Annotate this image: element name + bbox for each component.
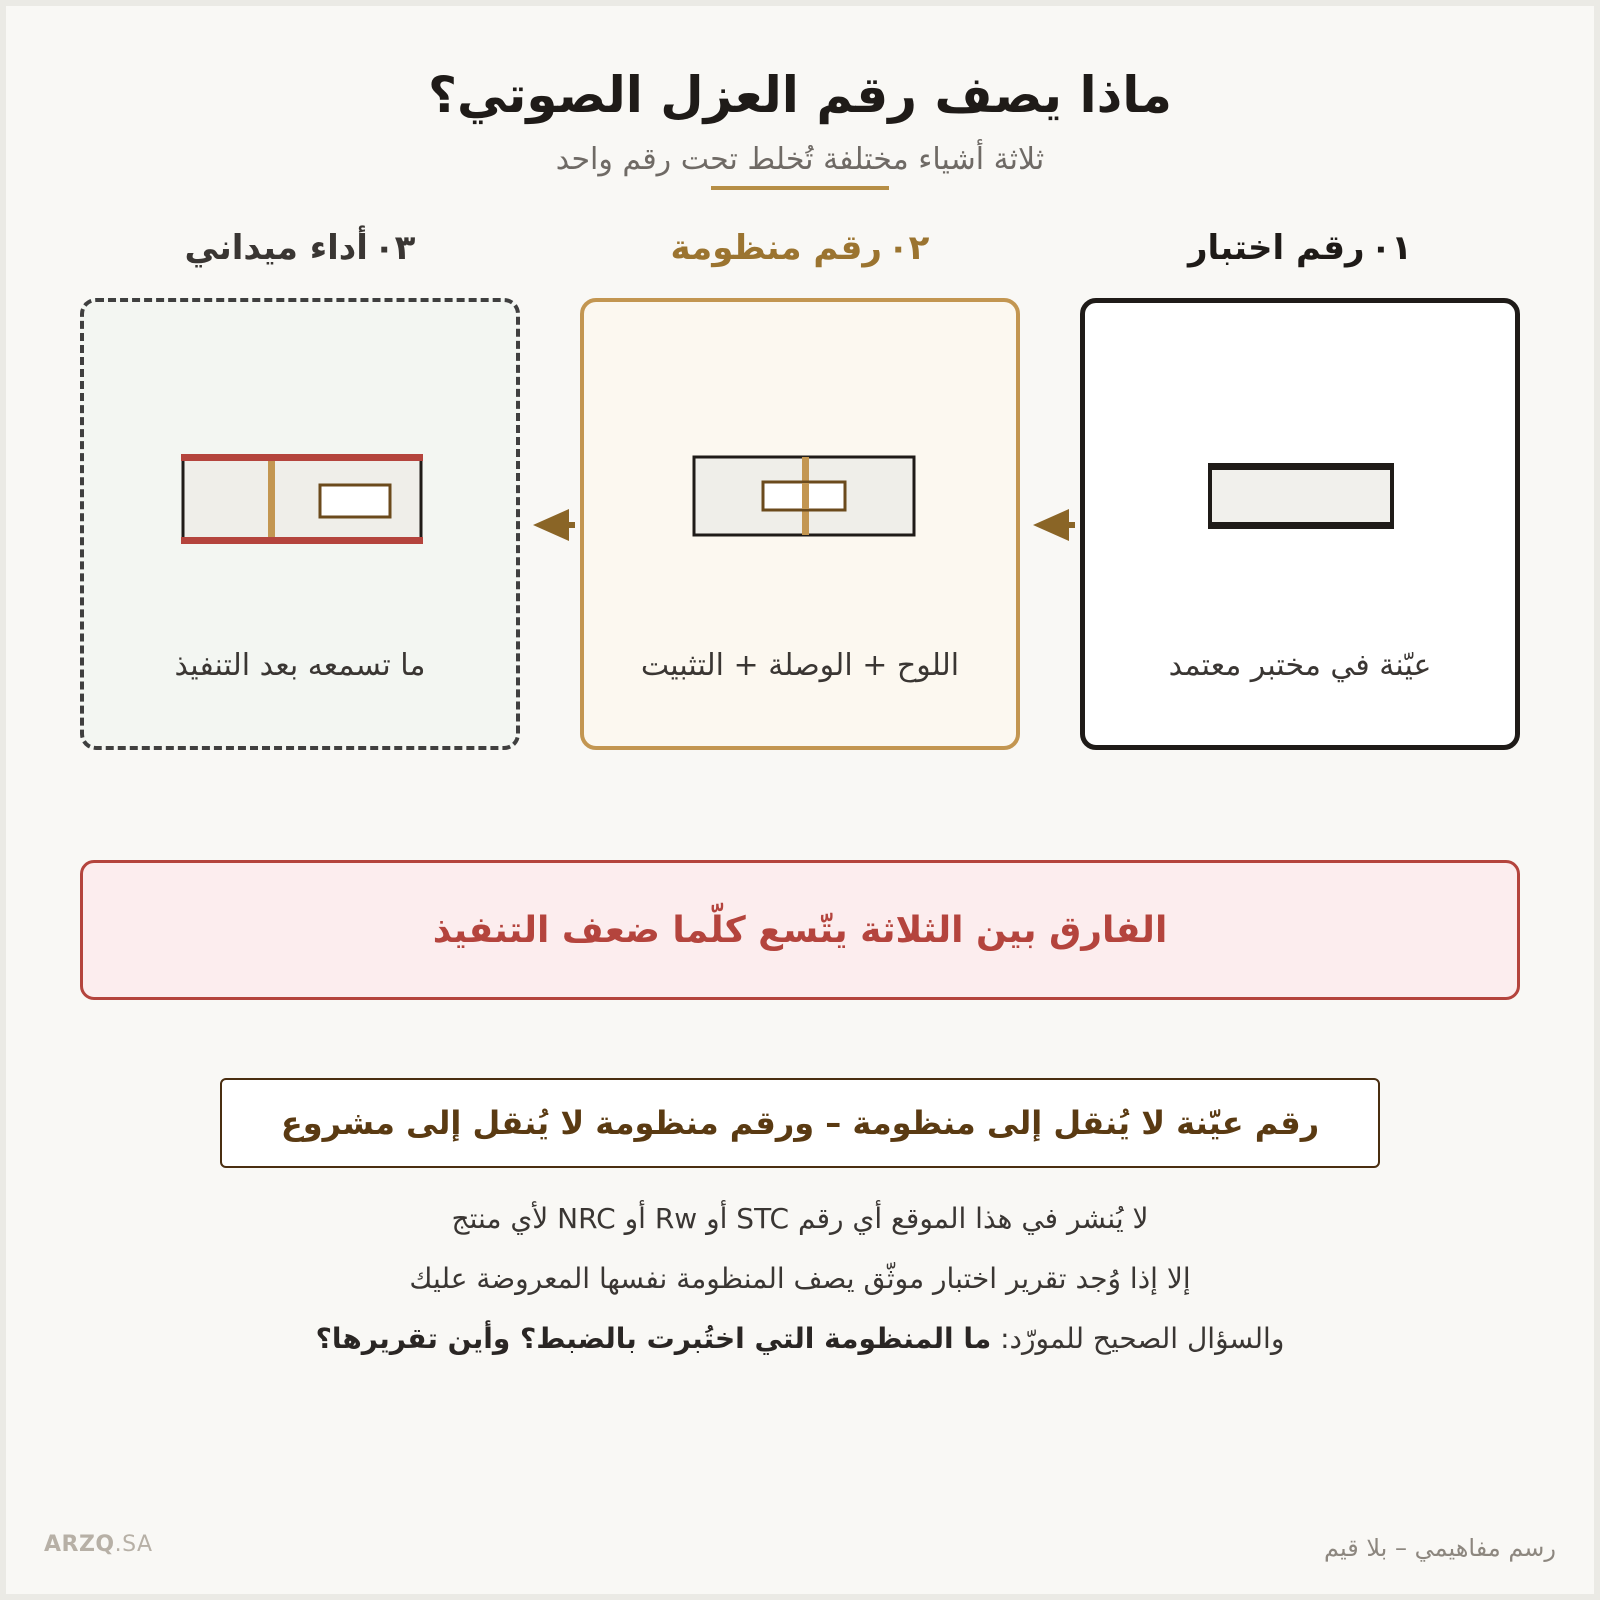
rule-box — [220, 1078, 1380, 1168]
card-label: رقم منظومة — [670, 228, 882, 268]
card-title-test — [1080, 228, 1520, 268]
page-title: ماذا يصف رقم العزل الصوتي؟ — [428, 66, 1172, 124]
rule-text: رقم عيّنة لا يُنقل إلى منظومة – ورقم منظومة لا يُنقل إلى مشروع — [280, 1104, 1320, 1142]
brand-domain: .SA — [114, 1532, 153, 1557]
question-prefix: والسؤال الصحيح للمورّد: — [1000, 1322, 1285, 1355]
warning-banner — [80, 860, 1520, 1000]
card-label: رقم اختبار — [1187, 228, 1365, 268]
sample-panel-icon — [1208, 463, 1394, 531]
installed-wall-icon — [180, 452, 424, 546]
panel-joint-icon — [691, 454, 917, 540]
card-number: ٠١ — [1370, 228, 1413, 268]
body-line-1: لا يُنشر في هذا الموقع أي رقم STC أو Rw أو NRC لأي منتج — [451, 1202, 1149, 1235]
body-line-3 — [0, 1322, 1600, 1355]
footer-note: رسم مفاهيمي – بلا قيم — [1324, 1534, 1556, 1562]
arrow-left-icon — [531, 507, 575, 543]
body-line-2: إلا إذا وُجد تقرير اختبار موثّق يصف المنظومة نفسها المعروضة عليك — [409, 1262, 1191, 1295]
card-number: ٠٢ — [887, 228, 930, 268]
card-title-field — [80, 228, 520, 268]
card-label: أداء ميداني — [184, 228, 368, 268]
page-subtitle: ثلاثة أشياء مختلفة تُخلط تحت رقم واحد — [555, 142, 1045, 177]
arrow-left-icon — [1031, 507, 1075, 543]
question-emphasis: ما المنظومة التي اختُبرت بالضبط؟ وأين تقريرها؟ — [315, 1322, 992, 1355]
warning-text: الفارق بين الثلاثة يتّسع كلّما ضعف التنفيذ — [432, 909, 1168, 951]
brand-name: ARZQ — [44, 1532, 115, 1557]
card-number: ٠٣ — [373, 228, 416, 268]
card-caption-test: عيّنة في مختبر معتمد — [1168, 648, 1432, 683]
card-title-system — [580, 228, 1020, 268]
card-caption-field: ما تسمعه بعد التنفيذ — [174, 648, 426, 683]
brand-logo — [44, 1532, 153, 1557]
card-caption-system: اللوح + الوصلة + التثبيت — [640, 648, 960, 683]
subtitle-underline — [711, 186, 889, 190]
